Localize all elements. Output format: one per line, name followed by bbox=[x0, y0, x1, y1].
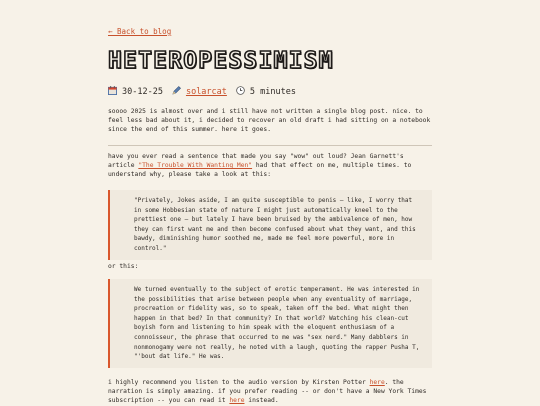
divider bbox=[108, 145, 432, 146]
article-link[interactable]: "The Trouble With Wanting Men" bbox=[138, 162, 253, 170]
paragraph-recommendation bbox=[108, 378, 432, 406]
or-this-text: or this: bbox=[108, 263, 139, 270]
author-link[interactable]: solarcat bbox=[185, 86, 227, 97]
post-meta bbox=[108, 86, 296, 97]
quote-text: "Privately, Jokes aside, I am quite susceptible to penis — like, I worry that in some Hobbesian state of nature I might just automatically kneel to the prettiest one — but lately I have been bruised by the ambivalence of men, how they can first want me and then become confused about what they want, and this bawdy, diminishing humor soothed me, made me feel more powerful, more in control." bbox=[134, 197, 416, 252]
quote-text: We turned eventually to the subject of erotic temperament. He was interested in the possibilities that arise between people when any eventuality of marriage, procreation or fidelity was, so to speak, taken off the bed. What might then happen in that bed? In that community? In that world? Watching his clean-cut boyish form and listening to him speak with the eloquent enthusiasm of a connoisseur, the phrase that occurred to me was "sex nerd." Many dabblers in nonmonogamy were not really, he noted with a laugh, quoting the rapper Pusha T, "'bout dat life." He was. bbox=[134, 286, 420, 361]
read-link[interactable]: here bbox=[229, 397, 245, 405]
audio-link[interactable]: here bbox=[369, 379, 385, 386]
paragraph-text: i highly recommend you listen to the audio version by Kirsten Potter bbox=[108, 379, 370, 386]
read-time: 5 minutes bbox=[249, 86, 296, 97]
paragraph-text: had that effect on me, multiple times. to understand why, please take a look at this: bbox=[108, 162, 412, 179]
post-date: 30-12-25 bbox=[122, 86, 163, 97]
paragraph-text: have you ever read a sentence that made you say "wow" out loud? Jean Garnett's article bbox=[108, 153, 404, 170]
clock-icon bbox=[236, 86, 245, 97]
blockquote-2 bbox=[108, 279, 432, 368]
intro-paragraph: soooo 2025 is almost over and i still have not written a single blog post. nice. to feel less bad about it, i decided to recover an old draft i had sitting on a notebook since the end of this summer. here it goes. bbox=[108, 108, 431, 134]
calendar-icon bbox=[108, 86, 117, 97]
back-to-blog-link[interactable]: ← Back to blog bbox=[108, 27, 172, 36]
paragraph-text: . the narration is simply amazing. if you prefer reading -- or don't have a New York Times subscription -- you can read it bbox=[108, 379, 427, 405]
paragraph-article-intro bbox=[108, 152, 432, 180]
blockquote-1 bbox=[108, 190, 432, 260]
paragraph-text: instead. bbox=[244, 397, 279, 405]
page-title: HETEROPESSIMISM bbox=[108, 48, 334, 74]
pencil-icon bbox=[172, 86, 181, 97]
